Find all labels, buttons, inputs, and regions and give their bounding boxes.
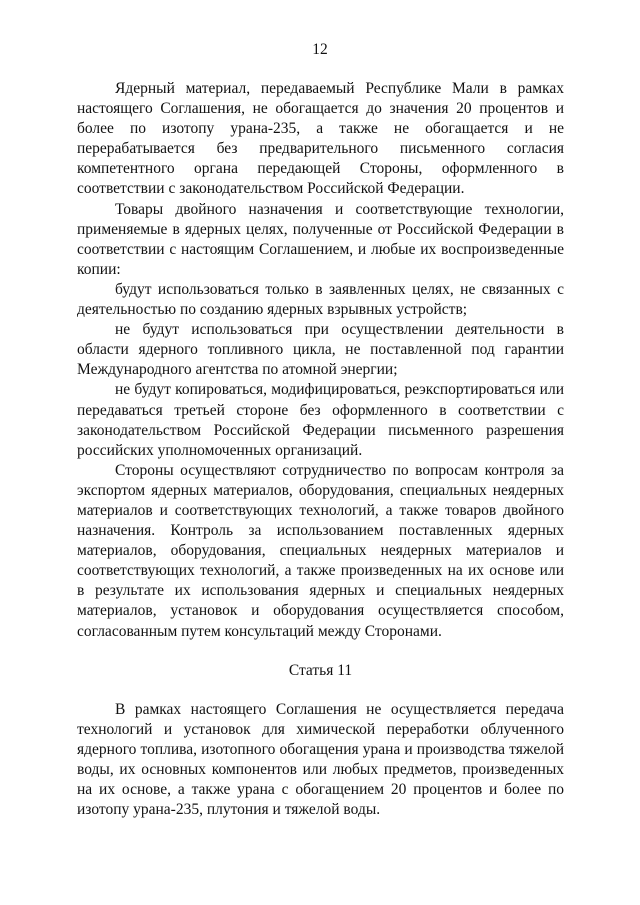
paragraph-no-copying: не будут копироваться, модифицироваться, реэкспортироваться или передаваться третьей стороне без оформленного в соответствии с законодательством Российской Федерации письменного разрешения российских уполномоченных организаций.: [77, 381, 564, 459]
article-heading: Статья 11: [288, 661, 353, 679]
paragraph-dual-use-goods: Товары двойного назначения и соответствующие технологии, применяемые в ядерных целях, полученные от Российской Федерации в соответствии с настоящим Соглашением, и любые их воспроизведенные копии:: [77, 200, 564, 278]
document-body: [77, 79, 564, 820]
paragraph-uranium-enrichment: Ядерный материал, передаваемый Республике Мали в рамках настоящего Соглашения, не обогащается до значения 20 процентов и более по изотопу урана-235, а также не обогащается и не перерабатывается без предварительного письменного согласия компетентного органа передающей Стороны, оформленного в соответствии с законодательством Российской Федерации.: [77, 80, 564, 198]
paragraph-export-control: Стороны осуществляют сотрудничество по вопросам контроля за экспортом ядерных материалов, оборудования, специальных неядерных материалов и соответствующих технологий, а также товаров двойного назначения. Контроль за использованием поставленных ядерных материалов, оборудования, специальных неядерных материалов и соответствующих технологий, а также произведенных на их основе или в результате их использования ядерных и специальных неядерных материалов, установок и оборудования осуществляется способом, согласованным путем консультаций между Сторонами.: [77, 461, 564, 640]
paragraph-fuel-cycle: не будут использоваться при осуществлении деятельности в области ядерного топливного цикла, не поставленной под гарантии Международного агентства по атомной энергии;: [77, 321, 564, 379]
paragraph-declared-purposes: будут использоваться только в заявленных целях, не связанных с деятельностью по созданию ядерных взрывных устройств;: [77, 280, 564, 319]
page-number: 12: [312, 41, 328, 58]
paragraph-article-11: В рамках настоящего Соглашения не осуществляется передача технологий и установок для химической переработки облученного ядерного топлива, изотопного обогащения урана и производства тяжелой воды, их основных компонентов или любых предметов, произведенных на их основе, а также урана с обогащением 20 процентов и более по изотопу урана-235, плутония и тяжелой воды.: [77, 700, 564, 819]
